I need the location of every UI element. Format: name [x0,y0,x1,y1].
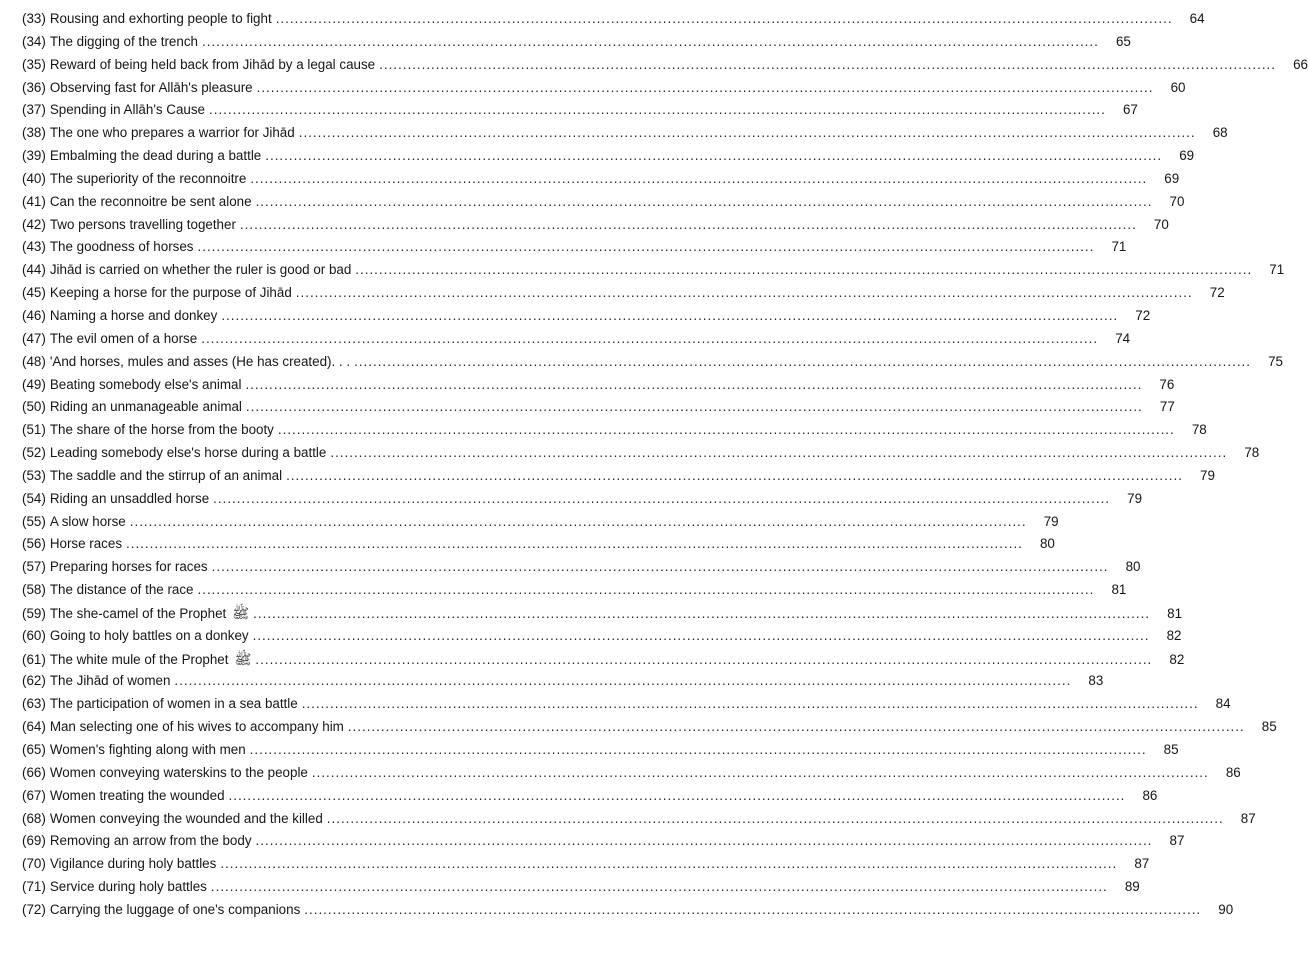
entry-title: The she-camel of the Prophet [49,605,227,621]
table-of-contents [22,8,1308,917]
entry-title: Rousing and exhorting people to fight [49,11,272,26]
entry-number: (40) [22,170,46,186]
toc-entry [22,442,1260,465]
entry-number: (61) [22,651,46,667]
dot-leader [265,145,1162,168]
toc-entry [22,533,1055,556]
dot-leader [276,8,1173,31]
entry-number: (46) [22,307,46,323]
entry-title: Observing fast for Allāh's pleasure [49,79,253,95]
toc-entry [22,259,1285,282]
toc-entry [22,145,1195,168]
entry-number: (35) [22,56,46,72]
entry-title: The one who prepares a warrior for Jihād [49,125,295,141]
entry-number: (33) [22,11,46,26]
entry-number: (51) [22,422,46,438]
toc-entry [22,396,1175,419]
entry-title: Going to holy battles on a donkey [49,627,249,643]
dot-leader [202,31,1099,54]
page-number: 69 [1164,170,1180,186]
dot-leader [348,716,1245,739]
entry-title: Man selecting one of his wives to accompany him [49,719,344,735]
page-number: 70 [1153,216,1169,232]
dot-leader [299,122,1196,145]
entry-title: Women conveying the wounded and the killed [49,810,323,826]
honorific-symbol: ﷺ [234,650,252,667]
entry-title: The evil omen of a horse [49,330,198,346]
dot-leader [256,191,1153,214]
toc-entry [22,716,1277,739]
toc-entry [22,168,1180,191]
entry-number: (53) [22,467,46,483]
entry-number: (56) [22,536,46,552]
page-number: 78 [1191,422,1207,438]
dot-leader [229,785,1126,808]
entry-number: (71) [22,879,46,895]
entry-number: (66) [22,764,46,780]
toc-entry [22,762,1241,785]
entry-number: (45) [22,285,46,301]
entry-title: Riding an unmanageable animal [49,399,242,415]
page-number: 77 [1159,399,1175,415]
entry-number: (44) [22,262,46,278]
entry-number: (48) [22,353,46,369]
entry-title: The Jihād of women [49,673,171,689]
toc-entry [22,31,1131,54]
dot-leader [256,830,1153,853]
entry-number: (50) [22,399,46,415]
toc-entry [22,602,1183,625]
dot-leader [174,670,1071,693]
dot-leader [278,419,1175,442]
entry-title: The distance of the race [49,582,194,598]
toc-entry [22,899,1234,917]
dot-leader [240,214,1137,237]
dot-leader [246,396,1143,419]
page-number: 79 [1127,490,1143,506]
page-number: 64 [1189,11,1205,26]
dot-leader [379,54,1276,77]
dot-leader [201,328,1098,351]
toc-entry [22,511,1059,534]
entry-number: (54) [22,490,46,506]
page-number: 80 [1039,536,1055,552]
entry-number: (55) [22,513,46,529]
honorific-symbol: ﷺ [232,604,250,621]
dot-leader [355,259,1252,282]
toc-entry [22,351,1283,374]
page-number: 74 [1115,330,1131,346]
dot-leader [312,762,1209,785]
page-number: 71 [1269,262,1285,278]
page-number: 86 [1225,764,1241,780]
entry-title: Embalming the dead during a battle [49,148,262,164]
dot-leader [253,625,1150,648]
page-number: 86 [1142,787,1158,803]
page-number: 68 [1212,125,1228,141]
entry-title: The superiority of the reconnoitre [49,170,247,186]
toc-entry [22,785,1158,808]
toc-entry [22,419,1207,442]
dot-leader [250,739,1147,762]
entry-title: Naming a horse and donkey [49,307,218,323]
page-number: 87 [1134,856,1150,872]
toc-entry [22,122,1228,145]
page-number: 60 [1170,79,1186,95]
page-number: 85 [1163,742,1179,757]
dot-leader [304,899,1201,922]
toc-entry [22,853,1150,876]
page-number: 67 [1122,102,1138,118]
dot-leader [245,374,1142,397]
toc-entry [22,191,1185,214]
toc-entry [22,77,1186,100]
page-number: 78 [1244,445,1260,461]
entry-number: (38) [22,125,46,141]
entry-number: (49) [22,376,46,392]
dot-leader [198,579,1095,602]
toc-entry [22,465,1215,488]
entry-title: The white mule of the Prophet [49,651,229,667]
toc-entry [22,374,1175,397]
entry-number: (60) [22,627,46,643]
page-number: 80 [1125,559,1141,575]
page-number: 81 [1111,582,1127,598]
entry-title: The digging of the trench [49,33,198,49]
dot-leader [330,442,1227,465]
entry-title: The share of the horse from the booty [49,422,274,438]
entry-number: (63) [22,696,46,712]
toc-entry [22,648,1185,671]
entry-number: (36) [22,79,46,95]
toc-entry [22,282,1225,305]
page-number: 66 [1293,56,1308,72]
entry-number: (39) [22,148,46,164]
page-number: 71 [1111,239,1127,255]
entry-number: (58) [22,582,46,598]
entry-title: Two persons travelling together [49,216,236,232]
entry-title: Keeping a horse for the purpose of Jihād [49,285,292,301]
toc-entry [22,8,1205,31]
dot-leader [250,168,1147,191]
toc-entry [22,54,1308,77]
dot-leader [221,305,1118,328]
entry-title: The participation of women in a sea battle [49,696,298,712]
toc-entry [22,236,1127,259]
entry-number: (57) [22,559,46,575]
entry-number: (70) [22,856,46,872]
entry-number: (42) [22,216,46,232]
entry-number: (37) [22,102,46,118]
dot-leader [255,649,1152,672]
entry-title: Leading somebody else's horse during a battle [49,445,327,461]
entry-title: Reward of being held back from Jihād by a legal cause [49,56,376,72]
page-number: 79 [1200,467,1215,483]
entry-title: Women conveying waterskins to the people [49,764,308,780]
page-number: 82 [1169,651,1185,667]
toc-entry [22,99,1138,122]
entry-number: (62) [22,673,46,689]
dot-leader [253,603,1150,626]
toc-entry [22,579,1127,602]
toc-entry [22,328,1131,351]
dot-leader [212,556,1109,579]
entry-title: The saddle and the stirrup of an animal [49,467,283,483]
toc-entry [22,305,1151,328]
entry-number: (43) [22,239,46,255]
page-number: 79 [1043,513,1059,529]
entry-number: (65) [22,742,46,757]
toc-entry [22,808,1256,831]
dot-leader [213,488,1110,511]
entry-title: The goodness of horses [49,239,194,255]
dot-leader [286,465,1183,488]
entry-number: (47) [22,330,46,346]
dot-leader [126,533,1023,556]
page-number: 85 [1261,719,1277,735]
dot-leader [130,511,1027,534]
entry-title: Horse races [49,536,123,552]
entry-title: 'And horses, mules and asses (He has created). . . [49,353,351,369]
toc-entry [22,625,1182,648]
entry-number: (69) [22,833,46,849]
page-number: 76 [1159,376,1175,392]
entry-title: Carrying the luggage of one's companions [49,901,301,917]
entry-number: (67) [22,787,46,803]
toc-entry [22,693,1231,716]
toc-entry [22,670,1104,693]
dot-leader [296,282,1193,305]
page-number: 75 [1268,353,1283,369]
entry-title: Riding an unsaddled horse [49,490,210,506]
entry-number: (59) [22,605,46,621]
entry-title: Can the reconnoitre be sent alone [49,193,252,209]
page-number: 70 [1169,193,1185,209]
entry-title: Beating somebody else's animal [49,376,242,392]
page-number: 82 [1166,627,1182,643]
entry-title: Vigilance during holy battles [49,856,217,872]
entry-title: Preparing horses for races [49,559,208,575]
dot-leader [198,236,1095,259]
toc-entry [22,876,1140,899]
entry-title: Service during holy battles [49,879,207,895]
page-number: 72 [1209,285,1225,301]
page-number: 90 [1218,901,1234,917]
toc-entry [22,488,1143,511]
entry-title: Removing an arrow from the body [49,833,252,849]
entry-title: Spending in Allāh's Cause [49,102,205,118]
page-number: 84 [1215,696,1231,712]
toc-entry [22,739,1179,762]
dot-leader [327,808,1224,831]
dot-leader [209,99,1106,122]
page-number: 89 [1124,879,1140,895]
entry-number: (41) [22,193,46,209]
entry-number: (72) [22,901,46,917]
dot-leader [220,853,1117,876]
entry-title: A slow horse [49,513,126,529]
toc-entry [22,214,1169,237]
entry-title: Women treating the wounded [49,787,225,803]
dot-leader [257,77,1154,100]
dot-leader [211,876,1108,899]
dot-leader [354,351,1251,374]
dot-leader [302,693,1199,716]
entry-number: (52) [22,445,46,461]
page-number: 87 [1169,833,1185,849]
entry-number: (68) [22,810,46,826]
page-number: 87 [1240,810,1256,826]
page-number: 83 [1088,673,1104,689]
toc-entry [22,556,1141,579]
entry-number: (34) [22,33,46,49]
entry-title: Women's fighting along with men [49,742,246,757]
page-number: 65 [1115,33,1131,49]
page-number: 69 [1179,148,1195,164]
page-number: 72 [1135,307,1151,323]
toc-entry [22,830,1185,853]
entry-number: (64) [22,719,46,735]
page-number: 81 [1167,605,1183,621]
entry-title: Jihād is carried on whether the ruler is good or bad [49,262,352,278]
